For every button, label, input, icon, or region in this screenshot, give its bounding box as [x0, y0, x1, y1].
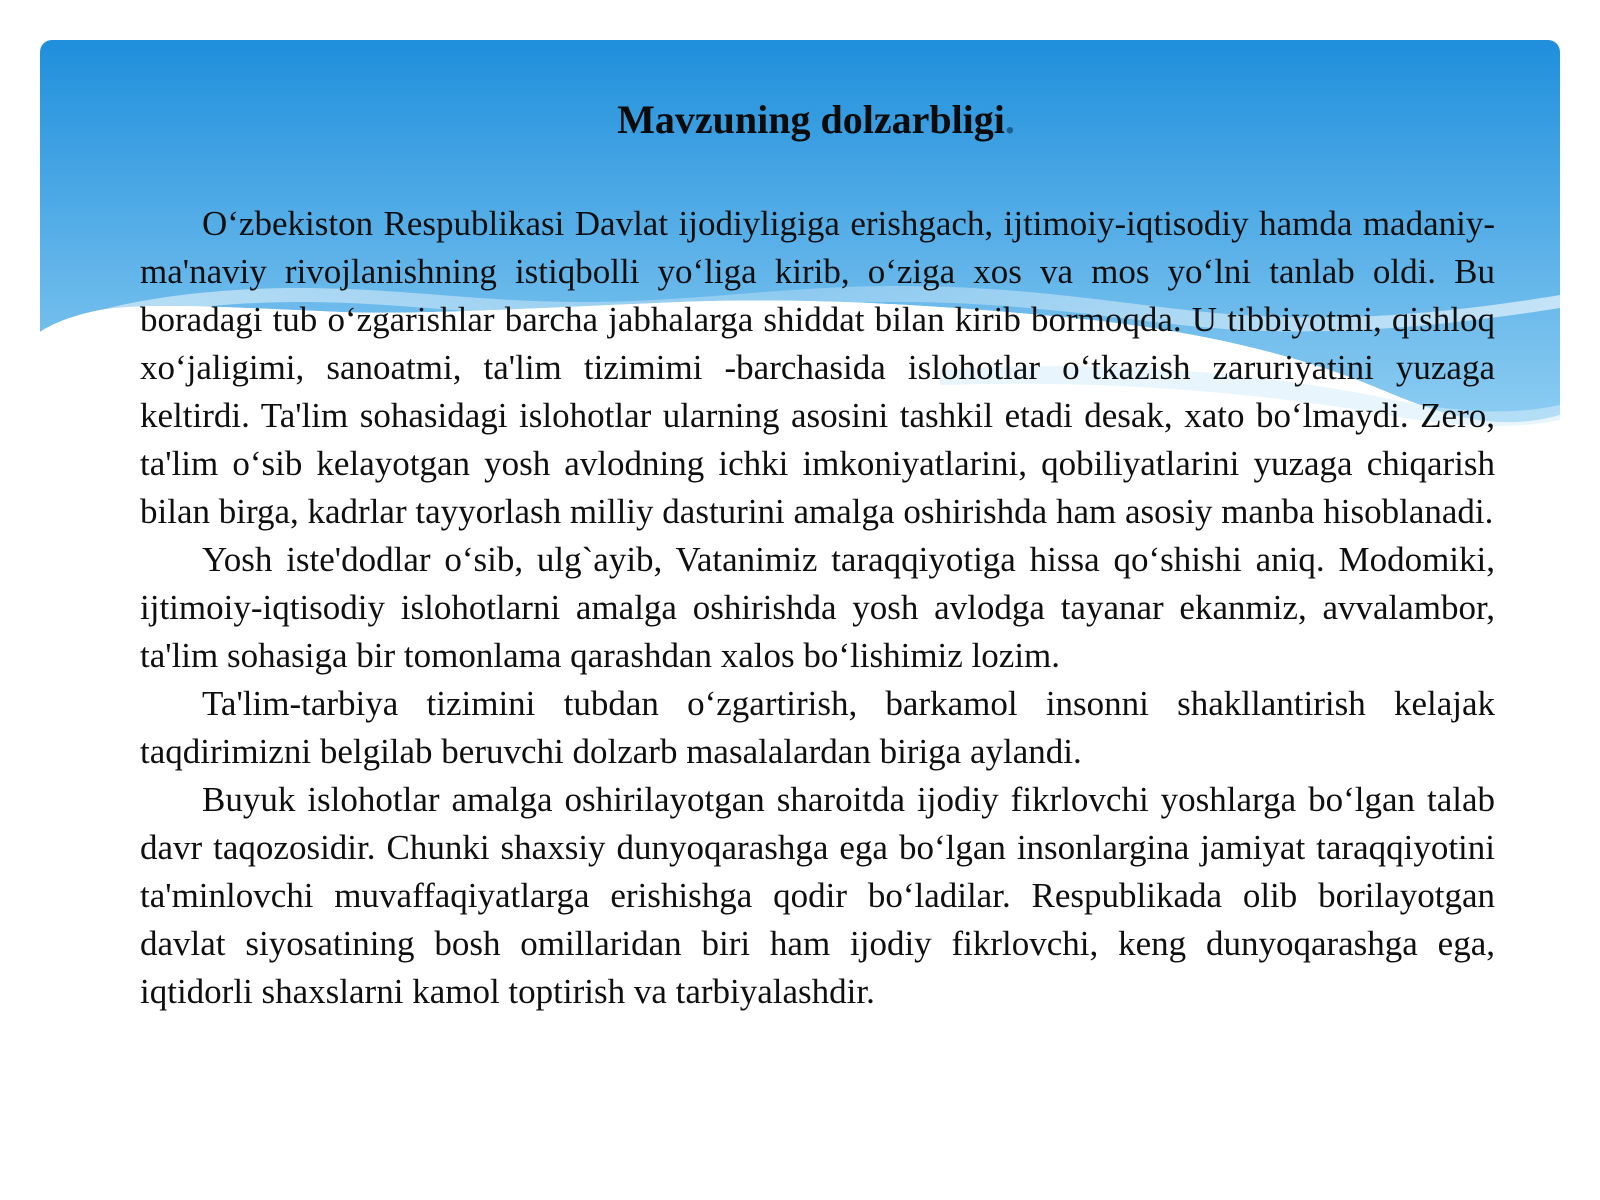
- title-period: .: [1004, 97, 1015, 142]
- paragraph-1: O‘zbekiston Respublikasi Davlat ijodiyligiga erishgach, ijtimoiy-iqtisodiy hamda madaniy-ma'naviy rivojlanishning istiqbolli yo‘liga kirib, o‘ziga xos va mos yo‘lni tanlab oldi. Bu boradagi tub o‘zgarishlar barcha jabhalarga shiddat bilan kirib bormoqda. U tibbiyotmi, qishloq xo‘jaligimi, sanoatmi, ta'lim tizimimi -barchasida islohotlar o‘tkazish zaruriyatini yuzaga keltirdi. Ta'lim sohasidagi islohotlar ularning asosini tashkil etadi desak, xato bo‘lmaydi. Zero, ta'lim o‘sib kelayotgan yosh avlodning ichki imkoniyatlarini, qobiliyatlarini yuzaga chiqarish bilan birga, kadrlar tayyorlash milliy dasturini amalga oshirishda ham asosiy manba hisoblanadi.: [140, 204, 1495, 531]
- body-text: [140, 200, 1495, 1016]
- slide-title: [140, 94, 1492, 146]
- paragraph-4: Buyuk islohotlar amalga oshirilayotgan sharoitda ijodiy fikrlovchi yoshlarga bo‘lgan talab davr taqozosidir. Chunki shaxsiy dunyoqarashga ega bo‘lgan insonlargina jamiyat taraqqiyotini ta'minlovchi muvaffaqiyatlarga erishishga qodir bo‘ladilar. Respublikada olib borilayotgan davlat siyosatining bosh omillaridan biri ham ijodiy fikrlovchi, keng dunyoqarashga ega, iqtidorli shaxslarni kamol toptirish va tarbiyalashdir.: [140, 780, 1495, 1011]
- title-text: Mavzuning dolzarbligi: [617, 97, 1005, 142]
- paragraph-2: Yosh iste'dodlar o‘sib, ulg`ayib, Vatanimiz taraqqiyotiga hissa qo‘shishi aniq. Modomiki, ijtimoiy-iqtisodiy islohotlarni amalga oshirishda yosh avlodga tayanar ekanmiz, avvalambor, ta'lim sohasiga bir tomonlama qarashdan xalos bo‘lishimiz lozim.: [140, 540, 1495, 675]
- paragraph-3: Ta'lim-tarbiya tizimini tubdan o‘zgartirish, barkamol insonni shakllantirish kelajak taqdirimizni belgilab beruvchi dolzarb masalalardan biriga aylandi.: [140, 684, 1495, 771]
